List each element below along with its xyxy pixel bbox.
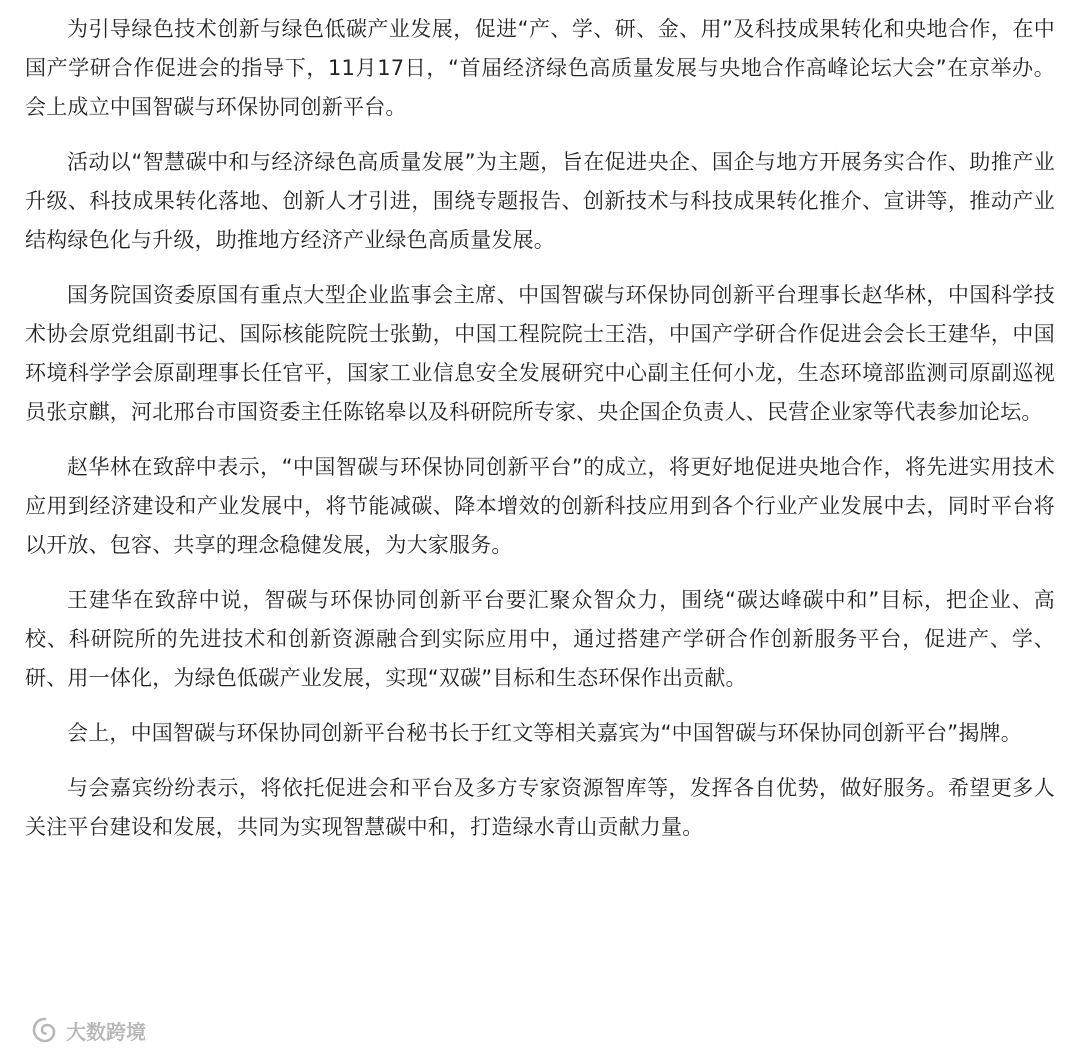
paragraph-7: 与会嘉宾纷纷表示，将依托促进会和平台及多方专家资源智库等，发挥各自优势，做好服务。希望更多人关注平台建设和发展，共同为实现智慧碳中和，打造绿水青山贡献力量。	[25, 776, 1055, 839]
watermark-text: 大数跨境	[66, 1019, 146, 1044]
paragraph-1: 为引导绿色技术创新与绿色低碳产业发展，促进“产、学、研、金、用”及科技成果转化和央地合作，在中国产学研合作促进会的指导下，11月17日，“首届经济绿色高质量发展与央地合作高峰论坛大会”在京举办。会上成立中国智碳与环保协同创新平台。	[25, 17, 1055, 119]
article-body	[25, 10, 1055, 863]
swirl-logo-icon	[30, 1015, 60, 1045]
watermark	[30, 1014, 146, 1046]
paragraph-6: 会上，中国智碳与环保协同创新平台秘书长于红文等相关嘉宾为“中国智碳与环保协同创新平台”揭牌。	[67, 721, 1022, 745]
paragraph-2: 活动以“智慧碳中和与经济绿色高质量发展”为主题，旨在促进央企、国企与地方开展务实合作、助推产业升级、科技成果转化落地、创新人才引进，围绕专题报告、创新技术与科技成果转化推介、宣讲等，推动产业结构绿色化与升级，助推地方经济产业绿色高质量发展。	[25, 150, 1055, 252]
paragraph-4: 赵华林在致辞中表示，“中国智碳与环保协同创新平台”的成立，将更好地促进央地合作，将先进实用技术应用到经济建设和产业发展中，将节能减碳、降本增效的创新科技应用到各个行业产业发展中去，同时平台将以开放、包容、共享的理念稳健发展，为大家服务。	[25, 455, 1055, 557]
paragraph-3: 国务院国资委原国有重点大型企业监事会主席、中国智碳与环保协同创新平台理事长赵华林，中国科学技术协会原党组副书记、国际核能院院士张勤，中国工程院院士王浩，中国产学研合作促进会会长王建华，中国环境科学学会原副理事长任官平，国家工业信息安全发展研究中心副主任何小龙，生态环境部监测司原副巡视员张京麒，河北邢台市国资委主任陈铭皋以及科研院所专家、央企国企负责人、民营企业家等代表参加论坛。	[25, 283, 1055, 424]
paragraph-5: 王建华在致辞中说，智碳与环保协同创新平台要汇聚众智众力，围绕“碳达峰碳中和”目标，把企业、高校、科研院所的先进技术和创新资源融合到实际应用中，通过搭建产学研合作创新服务平台，促进产、学、研、用一体化，为绿色低碳产业发展，实现“双碳”目标和生态环保作出贡献。	[25, 588, 1055, 690]
